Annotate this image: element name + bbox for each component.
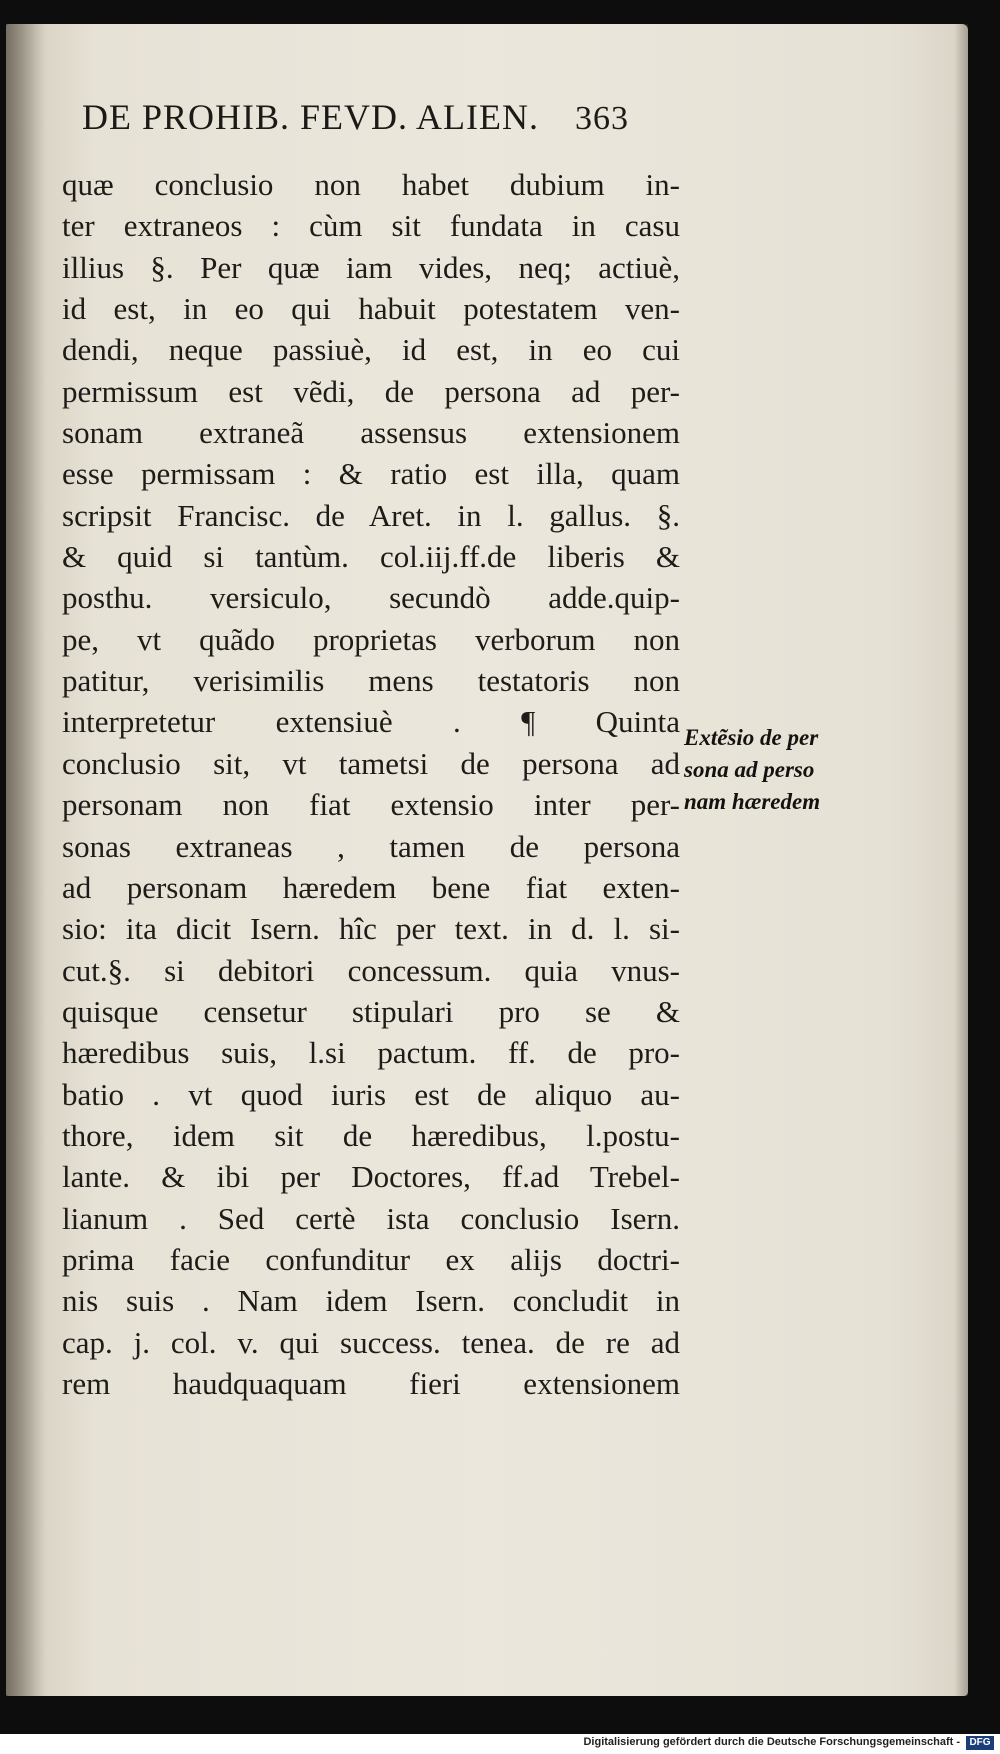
text-line: illius §. Per quæ iam vides, neq; actiuè, xyxy=(62,249,680,285)
text-line: conclusio sit, vt tametsi de persona ad xyxy=(62,745,680,781)
marginal-note-line: sona ad perso xyxy=(684,757,815,782)
text-line: prima facie confunditur ex alijs doctri- xyxy=(62,1241,680,1277)
book-page xyxy=(6,24,968,1696)
text-line: scripsit Francisc. de Aret. in l. gallus. §. xyxy=(62,497,680,533)
text-line: ter extraneos : cùm sit fundata in casu xyxy=(62,208,680,244)
text-line: thore, idem sit de hæredibus, l.postu- xyxy=(62,1117,680,1153)
text-line: posthu. versiculo, secundò adde.quip- xyxy=(62,580,680,616)
text-line: sonas extraneas , tamen de persona xyxy=(62,828,680,864)
page-edge xyxy=(954,24,968,1696)
text-line: lianum . Sed certè ista conclusio Isern. xyxy=(62,1200,680,1236)
text-line: quisque censetur stipulari pro se & xyxy=(62,993,680,1029)
text-line: & quid si tantùm. col.iij.ff.de liberis & xyxy=(62,539,680,575)
text-line: hæredibus suis, l.si pactum. ff. de pro- xyxy=(62,1035,680,1071)
text-line: nis suis . Nam idem Isern. concludit in xyxy=(62,1283,680,1319)
marginal-note-line: Extẽsio de per xyxy=(684,725,819,750)
running-head xyxy=(82,96,682,156)
text-line: rem haudquaquam fieri extensionem xyxy=(62,1365,680,1401)
marginal-note xyxy=(684,722,874,818)
dfg-logo-icon: DFG xyxy=(966,1736,994,1750)
text-line: personam non fiat extensio inter per- xyxy=(62,787,680,823)
text-line: id est, in eo qui habuit potestatem ven- xyxy=(62,291,680,327)
text-line: esse permissam : & ratio est illa, quam xyxy=(62,456,680,492)
text-line: cap. j. col. v. qui success. tenea. de re ad xyxy=(62,1324,680,1360)
text-line: batio . vt quod iuris est de aliquo au- xyxy=(62,1076,680,1112)
gutter-shadow xyxy=(6,24,46,1696)
marginal-note-line: nam hæredem xyxy=(684,789,821,814)
text-line: sio: ita dicit Isern. hîc per text. in d. l. si- xyxy=(62,911,680,947)
text-line: ad personam hæredem bene fiat exten- xyxy=(62,869,680,905)
text-line: lante. & ibi per Doctores, ff.ad Trebel- xyxy=(62,1159,680,1195)
running-head-title: DE PROHIB. FEVD. ALIEN. xyxy=(82,97,540,137)
text-line: dendi, neque passiuè, id est, in eo cui xyxy=(62,332,680,368)
body-text xyxy=(62,164,702,1404)
page-number: 363 xyxy=(575,100,630,137)
footer-bar xyxy=(0,1734,1000,1754)
text-line: interpretetur extensiuè . ¶ Quinta xyxy=(62,704,680,740)
footer-credit: Digitalisierung gefördert durch die Deutsche Forschungsgemeinschaft - xyxy=(583,1736,960,1748)
text-line: patitur, verisimilis mens testatoris non xyxy=(62,663,680,699)
text-line: sonam extraneã assensus extensionem xyxy=(62,415,680,451)
text-line: cut.§. si debitori concessum. quia vnus- xyxy=(62,952,680,988)
text-line: quæ conclusio non habet dubium in- xyxy=(62,167,680,202)
text-line: permissum est vẽdi, de persona ad per- xyxy=(62,373,680,409)
text-line: pe, vt quãdo proprietas verborum non xyxy=(62,621,680,657)
